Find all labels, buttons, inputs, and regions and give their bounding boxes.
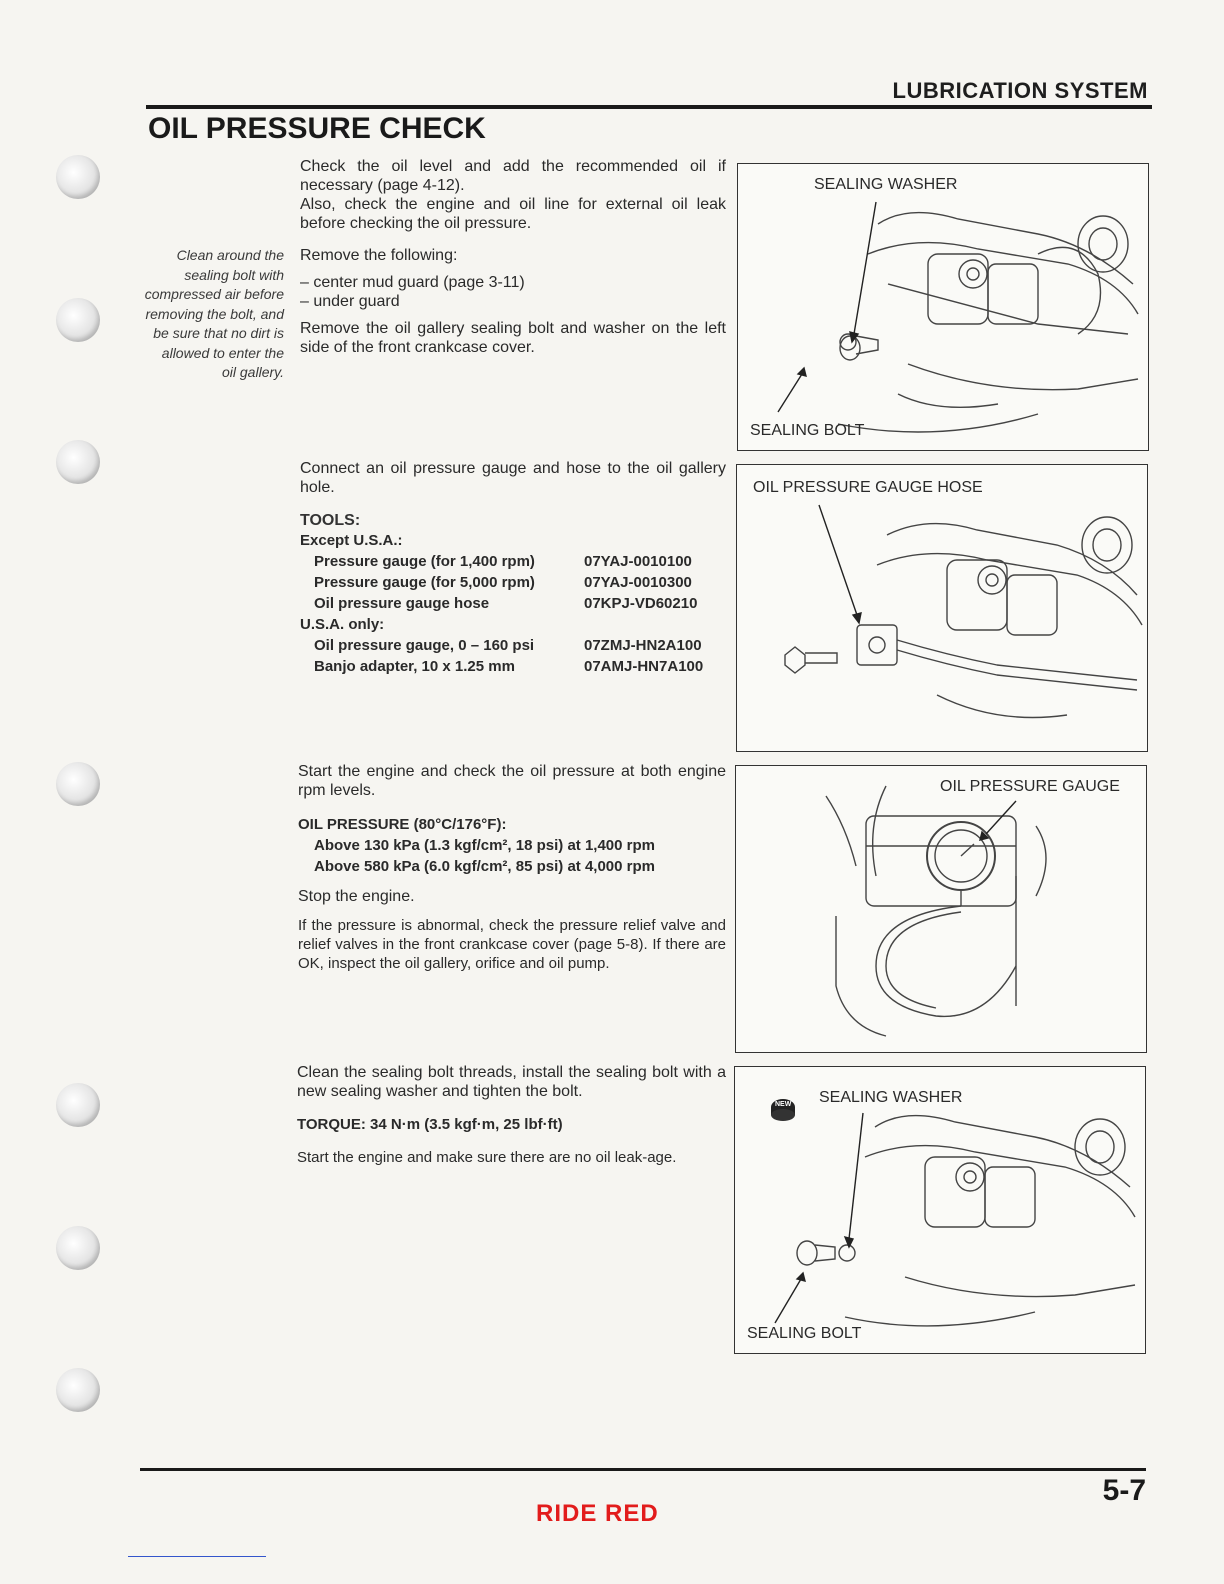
step2-list: [300, 273, 726, 311]
figure-sealing-bolt-removal: [737, 163, 1149, 451]
step2-text: [300, 246, 726, 357]
gauge-illustration: [736, 766, 1146, 1052]
tool-name: Oil pressure gauge, 0 – 160 psi: [314, 637, 535, 654]
figure-gauge-hose: [736, 464, 1148, 752]
engine-illustration: [738, 164, 1148, 450]
step1-para2: Also, check the engine and oil line for external oil leak before checking the oil pressure.: [300, 196, 726, 232]
step4-text: [298, 762, 726, 973]
step1-para1: Check the oil level and add the recommended oil if necessary (page 4-12).: [300, 158, 726, 194]
binder-hole: [56, 440, 100, 484]
binder-hole: [56, 1083, 100, 1127]
binder-hole: [56, 1368, 100, 1412]
abnormal-note: If the pressure is abnormal, check the pressure relief valve and relief valves in the front crankcase cover (page 5-8). If there are OK, inspect the oil gallery, orifice and oil pump.: [298, 917, 726, 972]
engine-hose-illustration: [737, 465, 1147, 751]
fig4-label-sealing-bolt: SEALING BOLT: [747, 1325, 862, 1342]
fig3-label-pressure-gauge: OIL PRESSURE GAUGE: [940, 778, 1120, 795]
fig1-label-sealing-bolt: SEALING BOLT: [750, 422, 865, 439]
step3-para: Connect an oil pressure gauge and hose to the oil gallery hole.: [300, 460, 726, 496]
tool-row: [314, 593, 726, 614]
bottom-link-underline: [128, 1556, 266, 1557]
except-usa-heading: Except U.S.A.:: [300, 532, 403, 549]
step4-para: Start the engine and check the oil pressure at both engine rpm levels.: [298, 763, 726, 799]
footer-rule: [140, 1468, 1146, 1471]
tool-number: 07YAJ-0010300: [584, 574, 692, 591]
fig4-label-sealing-washer: SEALING WASHER: [819, 1089, 963, 1106]
oil-pressure-spec-heading: OIL PRESSURE (80°C/176°F):: [298, 816, 507, 833]
step3-text: [300, 459, 726, 677]
engine-install-illustration: [735, 1067, 1145, 1353]
tool-name: Pressure gauge (for 1,400 rpm): [314, 553, 535, 570]
step2-para: Remove the oil gallery sealing bolt and washer on the left side of the front crankcase cover.: [300, 320, 726, 356]
step1-text: [300, 157, 726, 233]
step5-text: [297, 1063, 726, 1167]
fig2-label-gauge-hose: OIL PRESSURE GAUGE HOSE: [753, 479, 983, 496]
torque-spec: TORQUE: 34 N·m (3.5 kgf·m, 25 lbf·ft): [297, 1116, 563, 1133]
tool-number: 07AMJ-HN7A100: [584, 658, 704, 675]
tools-usa-list: [300, 635, 726, 677]
footer-brand: RIDE RED: [536, 1500, 659, 1527]
list-item: – under guard: [300, 292, 726, 311]
binder-hole: [56, 298, 100, 342]
figure-sealing-bolt-install: [734, 1066, 1146, 1354]
step5-para: Clean the sealing bolt threads, install the sealing bolt with a new sealing washer and tighten the bolt.: [297, 1064, 726, 1100]
spec-line: Above 130 kPa (1.3 kgf/cm², 18 psi) at 1,400 rpm: [314, 837, 655, 854]
header-rule: [146, 105, 1152, 109]
tool-name: Banjo adapter, 10 x 1.25 mm: [314, 658, 515, 675]
usa-only-heading: U.S.A. only:: [300, 616, 385, 633]
page-title: OIL PRESSURE CHECK: [148, 112, 486, 145]
final-check: Start the engine and make sure there are no oil leak-age.: [297, 1149, 677, 1166]
side-note: Clean around the sealing bolt with compressed air before removing the bolt, and be sure that no dirt is allowed to enter the oil gallery.: [144, 247, 284, 380]
tool-row: [314, 656, 726, 677]
binder-hole: [56, 155, 100, 199]
tool-row: [314, 635, 726, 656]
tool-row: [314, 572, 726, 593]
fig1-label-sealing-washer: SEALING WASHER: [814, 176, 958, 193]
step2-intro: Remove the following:: [300, 247, 458, 264]
tool-name: Oil pressure gauge hose: [314, 595, 490, 612]
section-title: LUBRICATION SYSTEM: [892, 78, 1148, 103]
tool-row: [314, 551, 726, 572]
tool-number: 07YAJ-0010100: [584, 553, 692, 570]
binder-hole: [56, 762, 100, 806]
new-badge: NEW: [775, 1101, 792, 1108]
figure-pressure-gauge: [735, 765, 1147, 1053]
stop-engine: Stop the engine.: [298, 888, 415, 905]
page-number: 5-7: [1102, 1474, 1146, 1507]
tool-number: 07KPJ-VD60210: [584, 595, 698, 612]
binder-hole: [56, 1226, 100, 1270]
list-item: – center mud guard (page 3-11): [300, 273, 726, 292]
tool-name: Pressure gauge (for 5,000 rpm): [314, 574, 535, 591]
tools-except-list: [300, 551, 726, 614]
spec-line: Above 580 kPa (6.0 kgf/cm², 85 psi) at 4,000 rpm: [314, 858, 655, 875]
tools-heading: TOOLS:: [300, 512, 361, 529]
tool-number: 07ZMJ-HN2A100: [584, 637, 702, 654]
oil-pressure-specs: [298, 835, 726, 877]
